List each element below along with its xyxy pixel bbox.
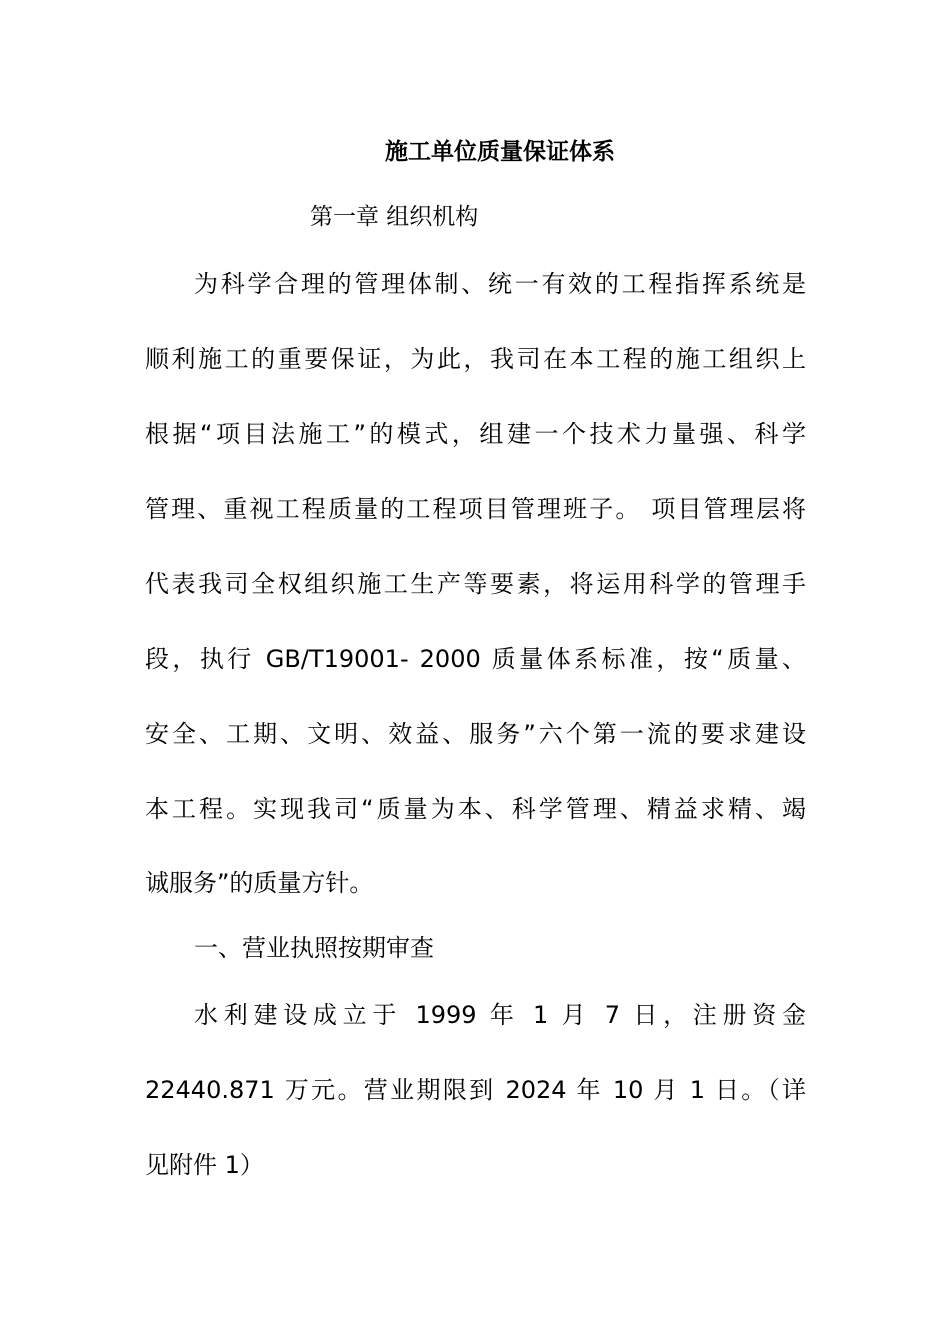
paragraph-line: 见附件 1） (145, 1151, 264, 1179)
paragraph-line: 22440.871 万元。营业期限到 2024 年 10 月 1 日。（详 (145, 1076, 806, 1104)
section-heading: 一、营业执照按期审查 (194, 934, 434, 962)
chapter-heading: 第一章 组织机构 (310, 204, 479, 230)
document-title: 施工单位质量保证体系 (385, 139, 615, 165)
paragraph-line: 安全、工期、文明、效益、服务”六个第一流的要求建设 (145, 720, 806, 748)
paragraph-line: 管理、重视工程质量的工程项目管理班子。 项目管理层将 (145, 495, 806, 523)
paragraph-line: 为科学合理的管理体制、统一有效的工程指挥系统是 (194, 270, 806, 298)
paragraph-line: 诚服务”的质量方针。 (145, 869, 374, 897)
paragraph-line: 顺利施工的重要保证，为此，我司在本工程的施工组织上 (145, 345, 806, 373)
paragraph-line: 根据“项目法施工”的模式，组建一个技术力量强、科学 (145, 420, 806, 448)
paragraph-line: 代表我司全权组织施工生产等要素，将运用科学的管理手 (145, 570, 806, 598)
paragraph-line: 本工程。实现我司“质量为本、科学管理、精益求精、竭 (145, 795, 806, 823)
paragraph-line: 段，执行 GB/T19001- 2000 质量体系标准，按“质量、 (145, 645, 806, 673)
paragraph-line: 水利建设成立于 1999 年 1 月 7 日，注册资金 (194, 1001, 806, 1029)
